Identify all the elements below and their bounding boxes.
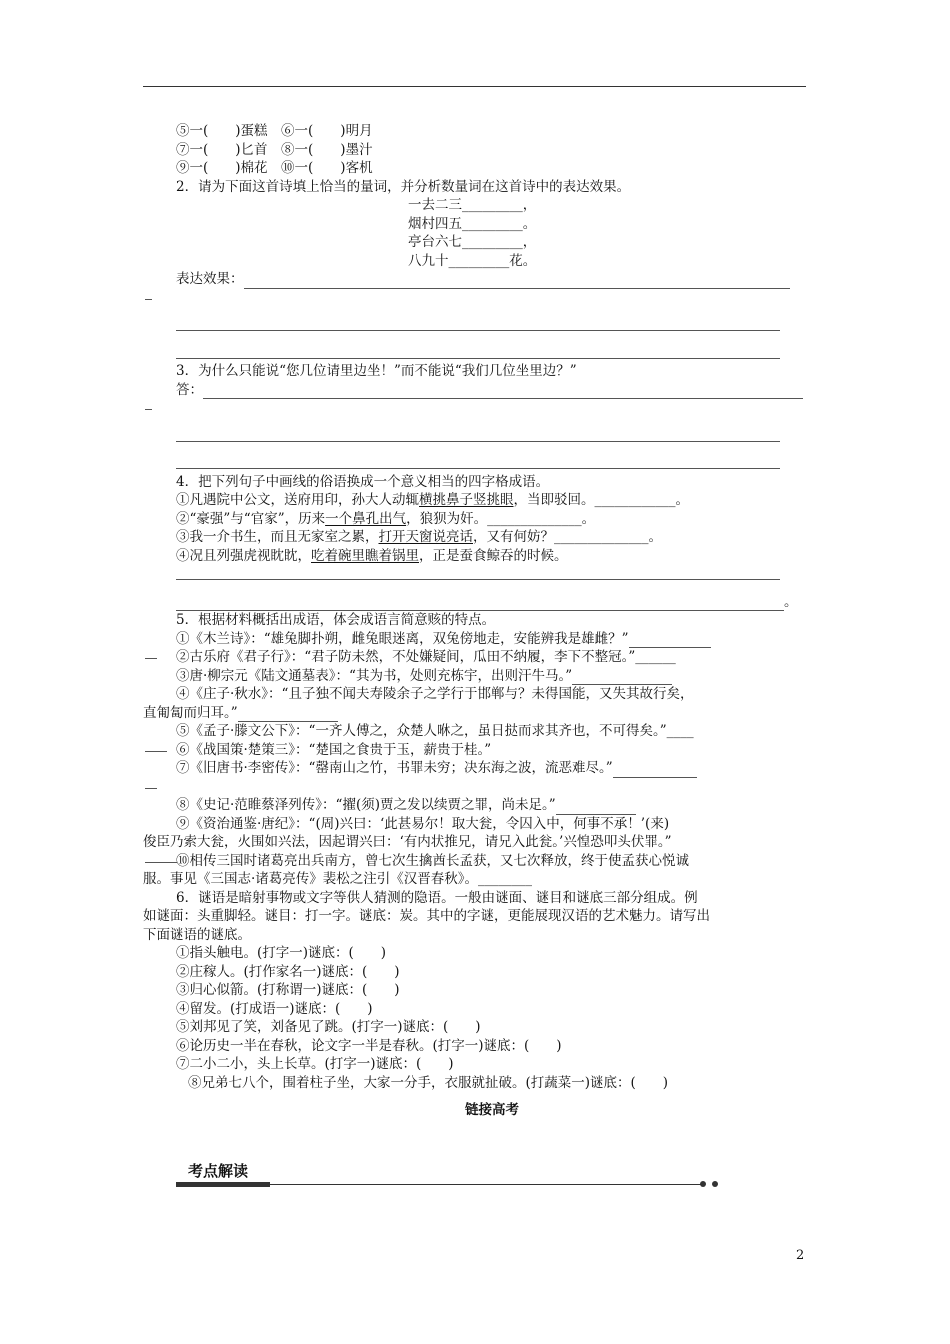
answer-label: 表达效果： [176,270,808,289]
answer-blank[interactable] [203,384,803,399]
riddle-item: ⑥论历史一半在春秋，论文字一半是春秋。(打字一)谜底：( ) [176,1037,562,1054]
underlined-phrase: 打开天窗说亮话 [378,529,473,545]
riddle-item: ②庄稼人。(打作家名一)谜底：( ) [176,963,400,980]
kaodian-label: 考点解读 [188,1162,249,1180]
poem-line: 八九十_________花。 [408,252,537,269]
heading-rule [270,1184,702,1185]
answer-blank[interactable] [238,707,338,722]
text-line: ⑦一( )匕首 ⑧一( )墨汁 [176,141,373,158]
question-2: 2．请为下面这首诗填上恰当的量词，并分析数量词在这首诗中的表达效果。 [176,178,631,195]
answer-blank-end: 。 [176,593,808,612]
answer-blank[interactable] [556,800,636,815]
question-6: 如谜面：头重脚轻。谜目：打一字。谜底：炭。其中的字谜，更能展现汉语的艺术魅力。请写出 [143,908,710,924]
answer-blank[interactable] [176,316,808,335]
material-item: ③唐·柳宗元《陆文通墓表》：“其为书，处则充栋宇，出则汗牛马。” [176,667,808,686]
answer-blank[interactable] [176,454,808,473]
page-number: 2 [796,1248,805,1263]
question-6: 下面谜语的谜底。 [143,926,251,943]
material-item: 俊臣乃索大瓮，火围如兴法，因起谓兴曰：‘有内状推兄，请兄入此瓮。’兴惶恐叩头伏罪。” [143,834,672,850]
riddle-item: ⑧兄弟七八个，围着柱子坐，大家一分手，衣服就扯破。(打蔬菜一)谜底：( ) [188,1074,669,1091]
poem-line: 一去二三_________， [408,197,537,213]
answer-blank[interactable] [176,596,784,611]
riddle-item: ①指头触电。(打字一)谜底：( ) [176,945,387,961]
section-title: 链接高考 [465,1102,519,1118]
question-4: 4．把下列句子中画线的俗语换成一个意义相当的四字格成语。 [176,473,550,490]
answer-blank[interactable] [176,427,808,446]
content-body [143,122,808,1120]
answer-blank[interactable] [244,274,790,289]
material-item: ⑩相传三国时诸葛亮出兵南方，曾七次生擒酋长孟获，又七次释放，终于使孟获心悦诚 [176,852,689,869]
question-6: 6．谜语是暗射事物或文字等供人猜测的隐语。一般由谜面、谜目和谜底三部分组成。例 [176,889,698,906]
text-line: ⑤一( )蛋糕 ⑥一( )明月 [176,123,373,139]
question-5: 5．根据材料概括出成语，体会成语言简意赅的特点。 [176,612,496,628]
riddle-item: ④留发。(打成语一)谜底：( ) [176,1000,373,1017]
answer-dash [176,852,808,871]
answer-blank[interactable] [613,763,697,778]
material-item: 服。事见《三国志·诸葛亮传》裴松之注引《汉晋春秋》。________ [143,871,533,887]
material-item: 直匍匐而归耳。” [143,704,808,723]
idiom-item: ①凡遇院中公文，送府用印，孙大人动辄横挑鼻子竖挑眼，当即驳回。____________。 [176,492,689,508]
answer-blank[interactable] [629,633,711,648]
riddle-item: ⑦二小二小，头上长草。(打字一)谜底：( ) [176,1056,454,1072]
material-item: ①《木兰诗》：“雄兔脚扑朔，雌兔眼迷离，双兔傍地走，安能辨我是雄雌？” [176,630,808,649]
answer-dash [176,399,808,418]
answer-blank[interactable] [176,565,808,584]
dot-icon [700,1181,706,1187]
material-item: ②古乐府《君子行》：“君子防未然，不处嫌疑间，瓜田不纳履，李下不整冠。”______ [176,649,676,665]
dot-icon [712,1181,718,1187]
idiom-item: ④况且列强虎视眈眈，吃着碗里瞧着锅里，正是蚕食鲸吞的时候。 [176,547,568,564]
riddle-item: ⑤刘邦见了笑，刘备见了跳。(打字一)谜底：( ) [176,1019,481,1035]
poem-line: 亭台六七_________， [408,234,537,250]
answer-label: 答： [176,381,808,400]
underlined-phrase: 一个鼻孔出气 [325,510,407,527]
question-3: 3．为什么只能说“您几位请里边坐！”而不能说“我们几位坐里边？” [176,363,577,379]
riddle-item: ③归心似箭。(打称谓一)谜底：( ) [176,982,400,998]
header-rule [143,86,806,87]
answer-dash [176,648,808,667]
text-line: ⑨一( )棉花 ⑩一( )客机 [176,160,373,176]
material-item: ⑦《旧唐书·李密传》：“罄南山之竹，书罪未穷；决东海之波，流恶难尽。” [176,759,808,778]
answer-dash [176,741,808,760]
idiom-item: ②“豪强”与“官家”，历来一个鼻孔出气，狼狈为奸。______________。 [176,510,596,527]
answer-blank[interactable] [572,670,672,685]
underlined-phrase: 吃着碗里瞧着锅里 [311,547,419,564]
kaodian-heading [176,1160,556,1194]
answer-dash [176,289,808,308]
idiom-item: ③我一介书生，而且无家室之累，打开天窗说亮话，又有何妨？______________。 [176,529,662,545]
material-item: ⑧《史记·范睢蔡泽列传》：“擢(须)贾之发以续贾之罪，尚未足。” [176,796,808,815]
heading-bar [176,1182,270,1187]
answer-dash [176,778,808,797]
material-item: ⑨《资治通鉴·唐纪》：“(周)兴曰：‘此甚易尔！取大瓮，令囚入中，何事不承！’(来) [176,815,670,832]
poem-line: 烟村四五_________。 [408,215,537,232]
material-item: ④《庄子·秋水》：“且子独不闻夫寿陵余子之学行于邯郸与？未得国能，又失其故行矣， [176,686,694,702]
material-item: ⑤《孟子·滕文公下》：“一齐人傅之，众楚人咻之，虽日挞而求其齐也，不可得矣。”____ [176,723,694,739]
answer-blank[interactable] [176,344,808,363]
underlined-phrase: 横挑鼻子竖挑眼 [419,492,514,508]
material-item: ⑥《战国策·楚策三》：“楚国之食贵于玉，薪贵于桂。” [176,741,492,758]
